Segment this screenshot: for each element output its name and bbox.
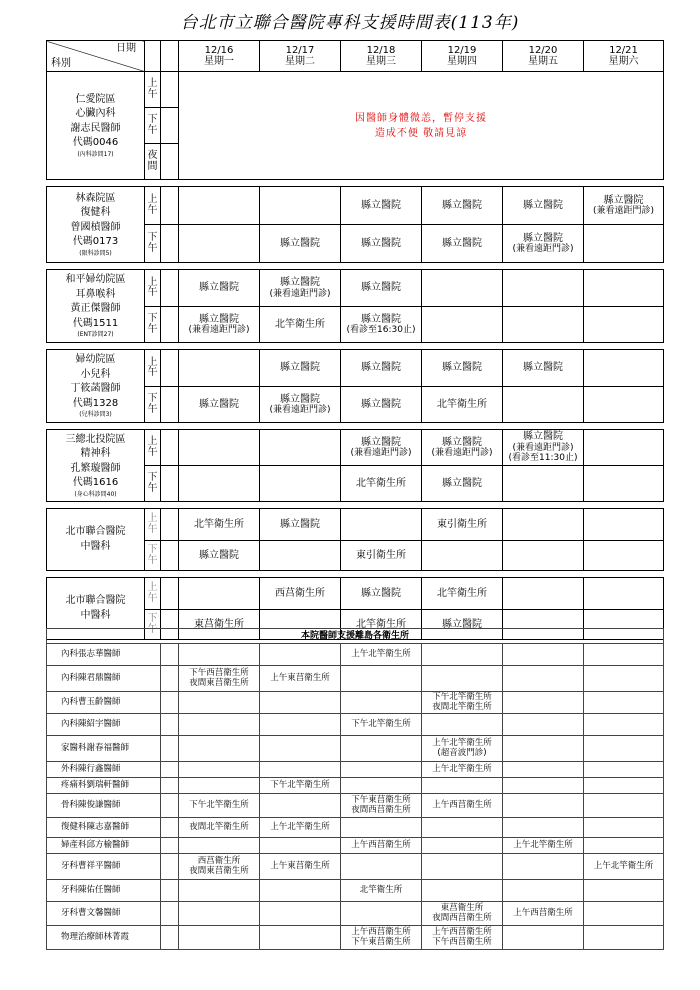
support-cell <box>422 778 503 794</box>
support-row <box>47 838 664 854</box>
schedule-cell <box>584 509 664 541</box>
schedule-cell <box>260 187 341 225</box>
schedule-cell <box>503 307 584 343</box>
schedule-cell <box>584 350 664 387</box>
support-cell <box>260 644 341 666</box>
schedule-cell <box>260 541 341 571</box>
support-row <box>47 926 664 950</box>
schedule-cell: 縣立醫院 (兼看遠距門診) <box>260 270 341 307</box>
department-line: 仁愛院區 <box>75 93 116 105</box>
specialist-schedule-table <box>46 40 664 640</box>
department-line: 中醫科 <box>80 609 111 621</box>
schedule-row <box>47 350 664 387</box>
department-line: 小兒科 <box>80 368 111 380</box>
schedule-cell: 北竿衛生所 <box>422 387 503 423</box>
schedule-cell: 東莒衛生所 <box>179 610 260 640</box>
header-day: 12/19 星期四 <box>422 41 503 72</box>
department-line: 精神科 <box>80 448 111 460</box>
department-line: 耳鼻喉科 <box>75 288 116 300</box>
schedule-cell: 北竿衛生所 <box>260 307 341 343</box>
schedule-cell <box>503 466 584 502</box>
support-row <box>47 644 664 666</box>
header-day: 12/16 星期一 <box>179 41 260 72</box>
support-cell <box>260 714 341 736</box>
header-day: 12/21 星期六 <box>584 41 664 72</box>
support-cell <box>422 714 503 736</box>
support-cell <box>260 926 341 950</box>
period-label: 下 午 <box>145 610 161 640</box>
support-cell: 下午西莒衛生所 夜間東莒衛生所 <box>179 666 260 692</box>
room-note: (兒科診間3) <box>79 411 112 419</box>
period-label: 下 午 <box>145 541 161 571</box>
header-day: 12/20 星期五 <box>503 41 584 72</box>
schedule-cell <box>584 578 664 610</box>
support-cell: 北竿衛生所 <box>341 880 422 902</box>
department-line: 代碼1328 <box>72 397 119 409</box>
blank-cell <box>161 307 179 343</box>
support-cell: 上午北竿衛生所 (超音波門診) <box>422 736 503 762</box>
department-line: 孔繁璇醫師 <box>70 462 121 474</box>
support-doctor-name: 家醫科謝春福醫師 <box>47 736 161 762</box>
schedule-cell: 縣立醫院 <box>260 509 341 541</box>
schedule-cell <box>260 466 341 502</box>
page-title: 台北市立聯合醫院專科支援時間表(113年) <box>180 13 520 33</box>
suspension-notice: 因醫師身體微恙，暫停支援 造成不便 敬請見諒 <box>179 72 664 180</box>
blank-cell <box>161 902 179 926</box>
department-cell <box>47 187 145 263</box>
department-line: 中醫科 <box>80 540 111 552</box>
support-doctor-name: 內科張志華醫師 <box>47 644 161 666</box>
support-cell <box>503 794 584 818</box>
period-label: 上 午 <box>145 430 161 466</box>
period-label: 下 午 <box>145 225 161 263</box>
support-cell <box>260 692 341 714</box>
department-cell <box>47 72 145 180</box>
blank-cell <box>161 778 179 794</box>
support-cell <box>584 926 664 950</box>
schedule-row <box>47 430 664 466</box>
support-row <box>47 880 664 902</box>
support-cell <box>260 838 341 854</box>
schedule-cell <box>179 350 260 387</box>
blank-cell <box>161 838 179 854</box>
support-cell <box>584 666 664 692</box>
period-label: 上 午 <box>145 350 161 387</box>
department-line: 復健科 <box>80 207 111 219</box>
period-label: 下 午 <box>145 387 161 423</box>
schedule-cell: 縣立醫院 <box>179 270 260 307</box>
blank-cell <box>161 350 179 387</box>
period-label: 上 午 <box>145 187 161 225</box>
support-cell: 上午北竿衛生所 <box>422 762 503 778</box>
schedule-row <box>47 578 664 610</box>
schedule-row <box>47 270 664 307</box>
support-doctor-name: 疼痛科劉瑞軒醫師 <box>47 778 161 794</box>
support-cell <box>584 692 664 714</box>
support-doctor-name: 骨科陳俊謙醫師 <box>47 794 161 818</box>
support-cell <box>584 902 664 926</box>
header-row <box>47 41 664 72</box>
schedule-cell: 縣立醫院 (兼看遠距門診) <box>422 430 503 466</box>
period-label: 下 午 <box>145 466 161 502</box>
support-cell <box>422 818 503 838</box>
support-cell <box>584 644 664 666</box>
schedule-cell: 縣立醫院 <box>341 578 422 610</box>
schedule-cell <box>584 466 664 502</box>
schedule-cell: 縣立醫院 <box>422 187 503 225</box>
support-cell <box>179 644 260 666</box>
schedule-cell <box>503 578 584 610</box>
schedule-cell: 東引衛生所 <box>422 509 503 541</box>
schedule-cell: 西莒衛生所 <box>260 578 341 610</box>
support-cell <box>341 692 422 714</box>
support-cell: 下午北竿衛生所 <box>341 714 422 736</box>
support-cell <box>341 902 422 926</box>
blank-cell <box>161 387 179 423</box>
support-cell: 東莒衛生所 夜間西莒衛生所 <box>422 902 503 926</box>
support-cell: 上午西莒衛生所 下午西莒衛生所 <box>422 926 503 950</box>
support-cell: 上午西莒衛生所 下午東莒衛生所 <box>341 926 422 950</box>
support-doctor-name: 物理治療師林菁霞 <box>47 926 161 950</box>
support-cell: 上午西莒衛生所 <box>503 902 584 926</box>
room-note: (身心科診間40) <box>74 490 117 498</box>
island-support-table <box>46 628 664 950</box>
support-title-row <box>47 629 664 644</box>
support-cell <box>503 880 584 902</box>
department-line: 和平婦幼院區 <box>65 274 126 286</box>
header-day: 12/17 星期二 <box>260 41 341 72</box>
schedule-cell: 縣立醫院 <box>422 350 503 387</box>
support-cell: 上午西莒衛生所 <box>422 794 503 818</box>
support-cell <box>584 762 664 778</box>
support-cell <box>503 818 584 838</box>
blank-cell <box>161 430 179 466</box>
support-cell <box>503 714 584 736</box>
schedule-cell <box>584 430 664 466</box>
schedule-cell <box>584 387 664 423</box>
blank-cell <box>161 270 179 307</box>
schedule-cell: 縣立醫院 <box>422 610 503 640</box>
support-cell <box>503 666 584 692</box>
support-cell: 下午北竿衛生所 夜間北竿衛生所 <box>422 692 503 714</box>
support-cell <box>179 838 260 854</box>
support-cell <box>503 692 584 714</box>
blank-cell <box>161 926 179 950</box>
support-cell <box>584 778 664 794</box>
schedule-cell: 縣立醫院 <box>422 225 503 263</box>
support-cell: 下午東莒衛生所 夜間西莒衛生所 <box>341 794 422 818</box>
schedule-cell <box>341 509 422 541</box>
schedule-cell: 縣立醫院 <box>341 187 422 225</box>
schedule-cell: 縣立醫院 <box>422 466 503 502</box>
schedule-cell <box>503 387 584 423</box>
blank-cell <box>161 578 179 610</box>
schedule-cell: 縣立醫院 (兼看遠距門診) <box>341 430 422 466</box>
support-cell <box>260 880 341 902</box>
schedule-cell: 東引衛生所 <box>341 541 422 571</box>
support-cell <box>179 736 260 762</box>
department-cell <box>47 270 145 343</box>
support-cell <box>503 778 584 794</box>
schedule-cell <box>422 307 503 343</box>
support-cell <box>422 666 503 692</box>
schedule-cell <box>422 541 503 571</box>
support-cell <box>584 880 664 902</box>
support-cell <box>584 714 664 736</box>
support-row <box>47 692 664 714</box>
blank-cell <box>161 144 179 180</box>
support-doctor-name: 復健科陳志嘉醫師 <box>47 818 161 838</box>
schedule-cell: 縣立醫院 (兼看遠距門診) <box>584 187 664 225</box>
support-doctor-name: 牙科曹文馨醫師 <box>47 902 161 926</box>
support-cell <box>422 854 503 880</box>
support-row <box>47 854 664 880</box>
blank-cell <box>161 692 179 714</box>
blank-cell <box>161 187 179 225</box>
support-cell <box>584 818 664 838</box>
blank-cell <box>161 108 179 144</box>
support-doctor-name: 外科陳行鑫醫師 <box>47 762 161 778</box>
support-doctor-name: 內科曹玉齡醫師 <box>47 692 161 714</box>
schedule-cell <box>503 270 584 307</box>
support-cell <box>179 762 260 778</box>
schedule-cell: 縣立醫院 <box>260 350 341 387</box>
schedule-cell <box>584 270 664 307</box>
schedule-cell: 縣立醫院 <box>260 225 341 263</box>
support-cell <box>260 736 341 762</box>
support-cell: 上午東莒衛生所 <box>260 854 341 880</box>
department-line: 林森院區 <box>75 192 116 204</box>
support-doctor-name: 牙科陳佑任醫師 <box>47 880 161 902</box>
schedule-cell <box>584 541 664 571</box>
support-cell <box>584 794 664 818</box>
schedule-cell: 北竿衛生所 <box>341 610 422 640</box>
support-doctor-name: 內科陳君鼎醫師 <box>47 666 161 692</box>
support-cell <box>503 762 584 778</box>
support-cell <box>179 902 260 926</box>
support-cell <box>341 736 422 762</box>
schedule-cell: 北竿衛生所 <box>341 466 422 502</box>
support-row <box>47 818 664 838</box>
schedule-cell: 縣立醫院 <box>341 270 422 307</box>
department-line: 心臟內科 <box>75 108 116 120</box>
schedule-cell <box>179 578 260 610</box>
blank-cell <box>161 225 179 263</box>
period-label: 下 午 <box>145 307 161 343</box>
support-cell: 上午北竿衛生所 <box>584 854 664 880</box>
department-cell <box>47 509 145 571</box>
period-label: 上 午 <box>145 578 161 610</box>
support-cell: 上午西莒衛生所 <box>341 838 422 854</box>
schedule-cell <box>503 509 584 541</box>
support-cell: 上午北竿衛生所 <box>341 644 422 666</box>
department-line: 代碼0046 <box>72 137 119 149</box>
schedule-cell <box>179 187 260 225</box>
department-line: 黃正傑醫師 <box>70 303 121 315</box>
blank-cell <box>161 880 179 902</box>
blank-cell <box>161 509 179 541</box>
blank-cell <box>161 736 179 762</box>
support-cell <box>422 838 503 854</box>
department-line: 三總北投院區 <box>65 433 126 445</box>
support-title: 本院醫師支援離島各衛生所 <box>47 629 664 644</box>
schedule-cell: 縣立醫院 (兼看遠距門診) <box>179 307 260 343</box>
support-cell <box>179 926 260 950</box>
department-line: 北市聯合醫院 <box>65 595 126 606</box>
blank-cell <box>161 714 179 736</box>
support-cell <box>179 714 260 736</box>
schedule-cell: 縣立醫院 <box>503 187 584 225</box>
department-line: 代碼1511 <box>72 317 119 329</box>
support-cell <box>341 762 422 778</box>
period-label: 上 午 <box>145 72 161 108</box>
department-line: 丁筱菡醫師 <box>70 383 121 395</box>
room-note: (限科診間5) <box>79 249 112 257</box>
support-cell <box>341 854 422 880</box>
schedule-cell: 北竿衛生所 <box>179 509 260 541</box>
support-cell: 下午北竿衛生所 <box>179 794 260 818</box>
support-cell <box>503 736 584 762</box>
support-cell <box>341 666 422 692</box>
support-cell: 夜間北竿衛生所 <box>179 818 260 838</box>
support-row <box>47 666 664 692</box>
support-cell <box>260 762 341 778</box>
schedule-cell: 縣立醫院 <box>341 387 422 423</box>
schedule-cell <box>260 430 341 466</box>
support-cell: 上午北竿衛生所 <box>503 838 584 854</box>
header-corner <box>47 41 145 72</box>
support-cell: 上午北竿衛生所 <box>260 818 341 838</box>
header-period-col <box>145 41 161 72</box>
blank-cell <box>161 818 179 838</box>
schedule-cell: 北竿衛生所 <box>422 578 503 610</box>
date-label: 日期 <box>116 43 136 54</box>
schedule-cell <box>179 430 260 466</box>
support-cell <box>503 926 584 950</box>
support-cell <box>422 644 503 666</box>
blank-cell <box>161 854 179 880</box>
period-label: 上 午 <box>145 270 161 307</box>
schedule-row <box>47 72 664 108</box>
department-cell <box>47 350 145 423</box>
schedule-row <box>47 187 664 225</box>
support-cell: 西莒衛生所 夜間東莒衛生所 <box>179 854 260 880</box>
schedule-cell <box>584 307 664 343</box>
blank-cell <box>161 72 179 108</box>
support-cell <box>260 902 341 926</box>
schedule-cell: 縣立醫院 <box>179 387 260 423</box>
support-cell <box>179 880 260 902</box>
support-cell <box>179 778 260 794</box>
room-note: (ENT診間27) <box>77 331 114 339</box>
schedule-cell: 縣立醫院 (兼看遠距門診) <box>503 225 584 263</box>
room-note: (內科診間17) <box>77 150 114 158</box>
support-cell <box>584 736 664 762</box>
schedule-cell <box>422 270 503 307</box>
support-cell <box>341 778 422 794</box>
schedule-cell: 縣立醫院 (看診至16:30止) <box>341 307 422 343</box>
blank-cell <box>161 541 179 571</box>
period-label: 下 午 <box>145 108 161 144</box>
header-blank-col <box>161 41 179 72</box>
support-row <box>47 794 664 818</box>
support-cell <box>584 838 664 854</box>
schedule-cell <box>179 225 260 263</box>
schedule-cell <box>503 541 584 571</box>
schedule-cell: 縣立醫院 <box>179 541 260 571</box>
department-line: 代碼0173 <box>72 236 119 248</box>
support-doctor-name: 婦產科邱方榆醫師 <box>47 838 161 854</box>
dept-label: 科別 <box>51 57 71 69</box>
schedule-cell: 縣立醫院 (兼看遠距門診) <box>260 387 341 423</box>
department-line: 北市聯合醫院 <box>65 526 126 537</box>
support-cell: 下午北竿衛生所 <box>260 778 341 794</box>
support-cell <box>341 818 422 838</box>
support-cell <box>260 794 341 818</box>
support-row <box>47 714 664 736</box>
support-cell: 上午東莒衛生所 <box>260 666 341 692</box>
schedule-cell: 縣立醫院 (兼看遠距門診) (看診至11:30止) <box>503 430 584 466</box>
schedule-cell: 縣立醫院 <box>503 350 584 387</box>
support-row <box>47 902 664 926</box>
support-row <box>47 736 664 762</box>
blank-cell <box>161 666 179 692</box>
support-cell <box>503 854 584 880</box>
schedule-cell <box>179 466 260 502</box>
support-cell <box>422 880 503 902</box>
period-label: 夜 間 <box>145 144 161 180</box>
department-line: 代碼1616 <box>72 477 119 489</box>
schedule-cell: 縣立醫院 <box>341 225 422 263</box>
department-line: 謝志民醫師 <box>70 122 121 134</box>
schedule-cell: 縣立醫院 <box>341 350 422 387</box>
support-cell <box>503 644 584 666</box>
support-row <box>47 762 664 778</box>
schedule-cell <box>584 225 664 263</box>
department-line: 曾國楨醫師 <box>70 221 121 233</box>
schedule-row <box>47 509 664 541</box>
department-cell <box>47 430 145 502</box>
support-row <box>47 778 664 794</box>
header-day: 12/18 星期三 <box>341 41 422 72</box>
blank-cell <box>161 762 179 778</box>
blank-cell <box>161 644 179 666</box>
period-label: 上 午 <box>145 509 161 541</box>
support-doctor-name: 內科陳紹宇醫師 <box>47 714 161 736</box>
department-line: 婦幼院區 <box>75 354 116 366</box>
support-cell <box>179 692 260 714</box>
support-doctor-name: 牙科曹祥平醫師 <box>47 854 161 880</box>
blank-cell <box>161 794 179 818</box>
blank-cell <box>161 466 179 502</box>
